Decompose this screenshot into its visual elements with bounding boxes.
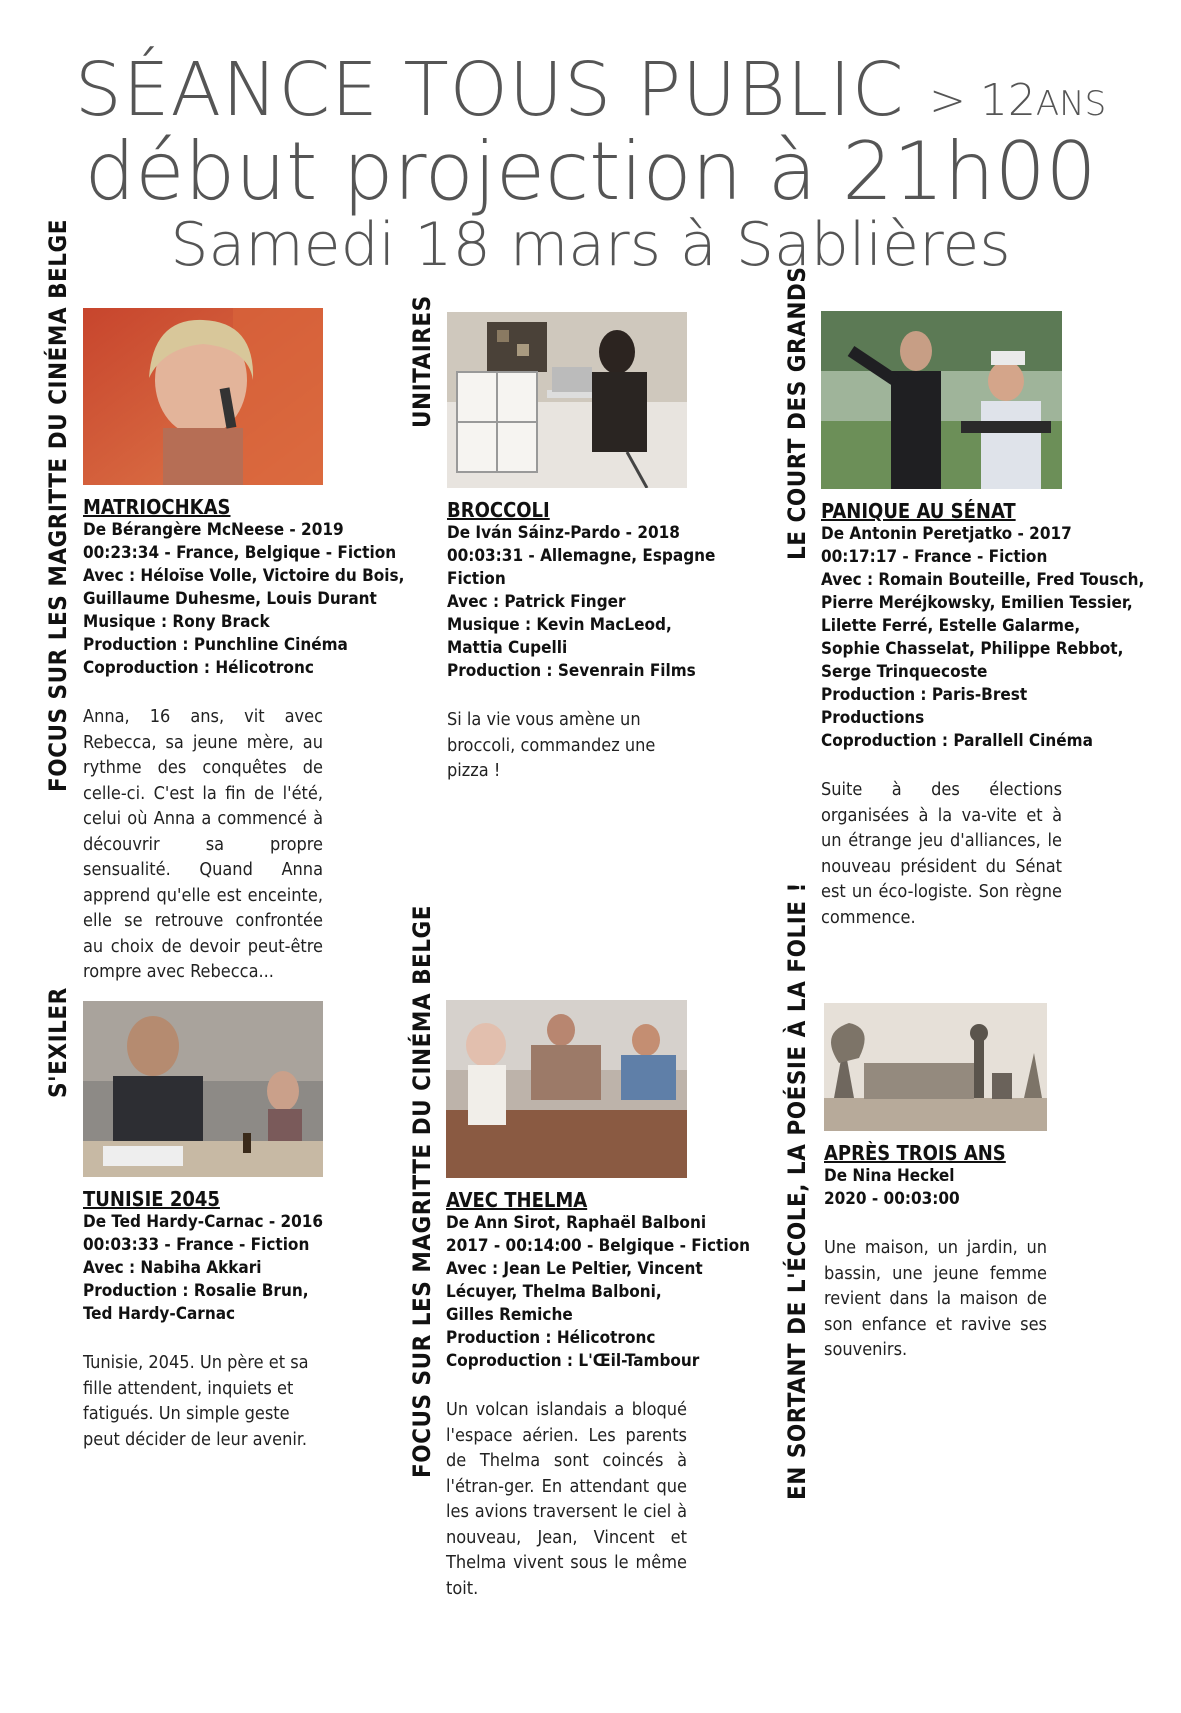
category-label-5: FOCUS SUR LES MAGRITTE DU CINÉMA BELGE (408, 904, 436, 1478)
film-credits (824, 1165, 1047, 1211)
credit-line: De Ann Sirot, Raphaël Balboni (446, 1213, 707, 1233)
credit-line: Lilette Ferré, Estelle Galarme, (821, 616, 1081, 636)
film-still-tunisie-2045 (83, 1001, 323, 1177)
film-synopsis: Un volcan islandais a bloqué l'espace aérien. Les parents de Thelma sont coincés à l'étran-ger. En attendant que les avions traversent le ciel à nouveau, Jean, Vincent et Thelma vivent sous le même toit. (446, 1399, 687, 1599)
film-credits (447, 522, 716, 683)
category-label-6: EN SORTANT DE L'ÉCOLE, LA POÉSIE À LA FOLIE ! (783, 882, 811, 1500)
film-still-panique-au-senat (821, 311, 1062, 489)
film-synopsis: Suite à des élections organisées à la va-vite et à un étrange jeu d'alliances, le nouveau président du Sénat est un éco-logiste. Son règne commence. (821, 779, 1062, 928)
film-credits (83, 1211, 323, 1326)
film-still-broccoli (447, 312, 687, 488)
film-title: MATRIOCHKAS (83, 495, 231, 519)
credit-line: Fiction (447, 569, 506, 589)
credit-line: 00:23:34 - France, Belgique - Fiction (83, 543, 397, 563)
film-title: TUNISIE 2045 (83, 1187, 220, 1211)
session-date: Samedi 18 mars à Sablières (170, 210, 1011, 280)
age-rating-unit: ANS (1035, 84, 1107, 124)
credit-line: Serge Trinquecoste (821, 662, 988, 682)
credit-line: De Nina Heckel (824, 1166, 955, 1186)
credit-line: Guillaume Duhesme, Louis Durant (83, 589, 377, 609)
credit-line: Avec : Jean Le Peltier, Vincent (446, 1259, 703, 1279)
credit-line: Coproduction : Parallell Cinéma (821, 731, 1093, 751)
film-card-panique-au-senat (821, 311, 1145, 930)
credit-line: 00:17:17 - France - Fiction (821, 547, 1048, 567)
film-card-broccoli (447, 312, 716, 784)
credit-line: Coproduction : Hélicotronc (83, 658, 314, 678)
credit-line: Avec : Romain Bouteille, Fred Tousch, (821, 570, 1145, 590)
category-label-1: FOCUS SUR LES MAGRITTE DU CINÉMA BELGE (44, 218, 72, 792)
credit-line: 00:03:33 - France - Fiction (83, 1235, 310, 1255)
film-card-tunisie-2045 (83, 1001, 323, 1452)
film-synopsis: Une maison, un jardin, un bassin, une jeune femme revient dans la maison de son enfance et ravive ses souvenirs. (824, 1237, 1047, 1360)
category-label-3: LE COURT DES GRANDS (783, 266, 811, 560)
category-label-2: UNITAIRES (408, 295, 436, 428)
age-rating-number: > 12 (929, 75, 1036, 126)
credit-line: 2020 - 00:03:00 (824, 1189, 960, 1209)
film-title: APRÈS TROIS ANS (824, 1141, 1006, 1165)
credit-line: Productions (821, 708, 925, 728)
credit-line: 2017 - 00:14:00 - Belgique - Fiction (446, 1236, 750, 1256)
film-credits (83, 519, 405, 680)
film-credits (446, 1212, 750, 1373)
credit-line: Production : Sevenrain Films (447, 661, 696, 681)
credit-line: De Antonin Peretjatko - 2017 (821, 524, 1072, 544)
credit-line: Production : Paris-Brest (821, 685, 1028, 705)
credit-line: Gilles Remiche (446, 1305, 573, 1325)
film-synopsis: Tunisie, 2045. Un père et sa fille attendent, inquiets et fatigués. Un simple geste peut décider de leur avenir. (83, 1352, 309, 1450)
credit-line: De Bérangère McNeese - 2019 (83, 520, 344, 540)
film-card-matriochkas (83, 308, 405, 985)
age-rating (929, 75, 1106, 126)
credit-line: Lécuyer, Thelma Balboni, (446, 1282, 662, 1302)
film-synopsis: Anna, 16 ans, vit avec Rebecca, sa jeune mère, au rythme des conquêtes de celle-ci. C'est la fin de l'été, celui où Anna a commencé à découvrir sa propre sensualité. Quand Anna apprend qu'elle est enceinte, elle se retrouve confrontée au choix de devoir peut-être rompre avec Rebecca... (83, 706, 323, 982)
film-title: PANIQUE AU SÉNAT (821, 499, 1016, 523)
film-synopsis: Si la vie vous amène un broccoli, commandez une pizza ! (447, 709, 656, 781)
credit-line: Production : Rosalie Brun, (83, 1281, 309, 1301)
credit-line: De Ted Hardy-Carnac - 2016 (83, 1212, 324, 1232)
film-card-avec-thelma (446, 1000, 750, 1601)
film-still-apres-trois-ans (824, 1003, 1047, 1131)
credit-line: Sophie Chasselat, Philippe Rebbot, (821, 639, 1124, 659)
session-title-main: SÉANCE TOUS PUBLIC (74, 47, 905, 133)
film-credits (821, 523, 1145, 753)
film-card-apres-trois-ans (824, 1003, 1047, 1363)
credit-line: Musique : Kevin MacLeod, (447, 615, 672, 635)
credit-line: Ted Hardy-Carnac (83, 1304, 236, 1324)
credit-line: Pierre Meréjkowsky, Emilien Tessier, (821, 593, 1133, 613)
credit-line: Musique : Rony Brack (83, 612, 270, 632)
film-title: BROCCOLI (447, 498, 550, 522)
start-time: début projection à 21h00 (84, 125, 1097, 218)
film-still-matriochkas (83, 308, 323, 485)
category-label-4: S'EXILER (44, 987, 72, 1098)
credit-line: Avec : Patrick Finger (447, 592, 626, 612)
credit-line: Production : Punchline Cinéma (83, 635, 348, 655)
credit-line: 00:03:31 - Allemagne, Espagne (447, 546, 716, 566)
credit-line: Coproduction : L'Œil-Tambour (446, 1351, 700, 1371)
film-still-avec-thelma (446, 1000, 687, 1178)
credit-line: Production : Hélicotronc (446, 1328, 656, 1348)
credit-line: Avec : Nabiha Akkari (83, 1258, 262, 1278)
credit-line: De Iván Sáinz-Pardo - 2018 (447, 523, 680, 543)
film-title: AVEC THELMA (446, 1188, 588, 1212)
credit-line: Mattia Cupelli (447, 638, 568, 658)
credit-line: Avec : Héloïse Volle, Victoire du Bois, (83, 566, 405, 586)
